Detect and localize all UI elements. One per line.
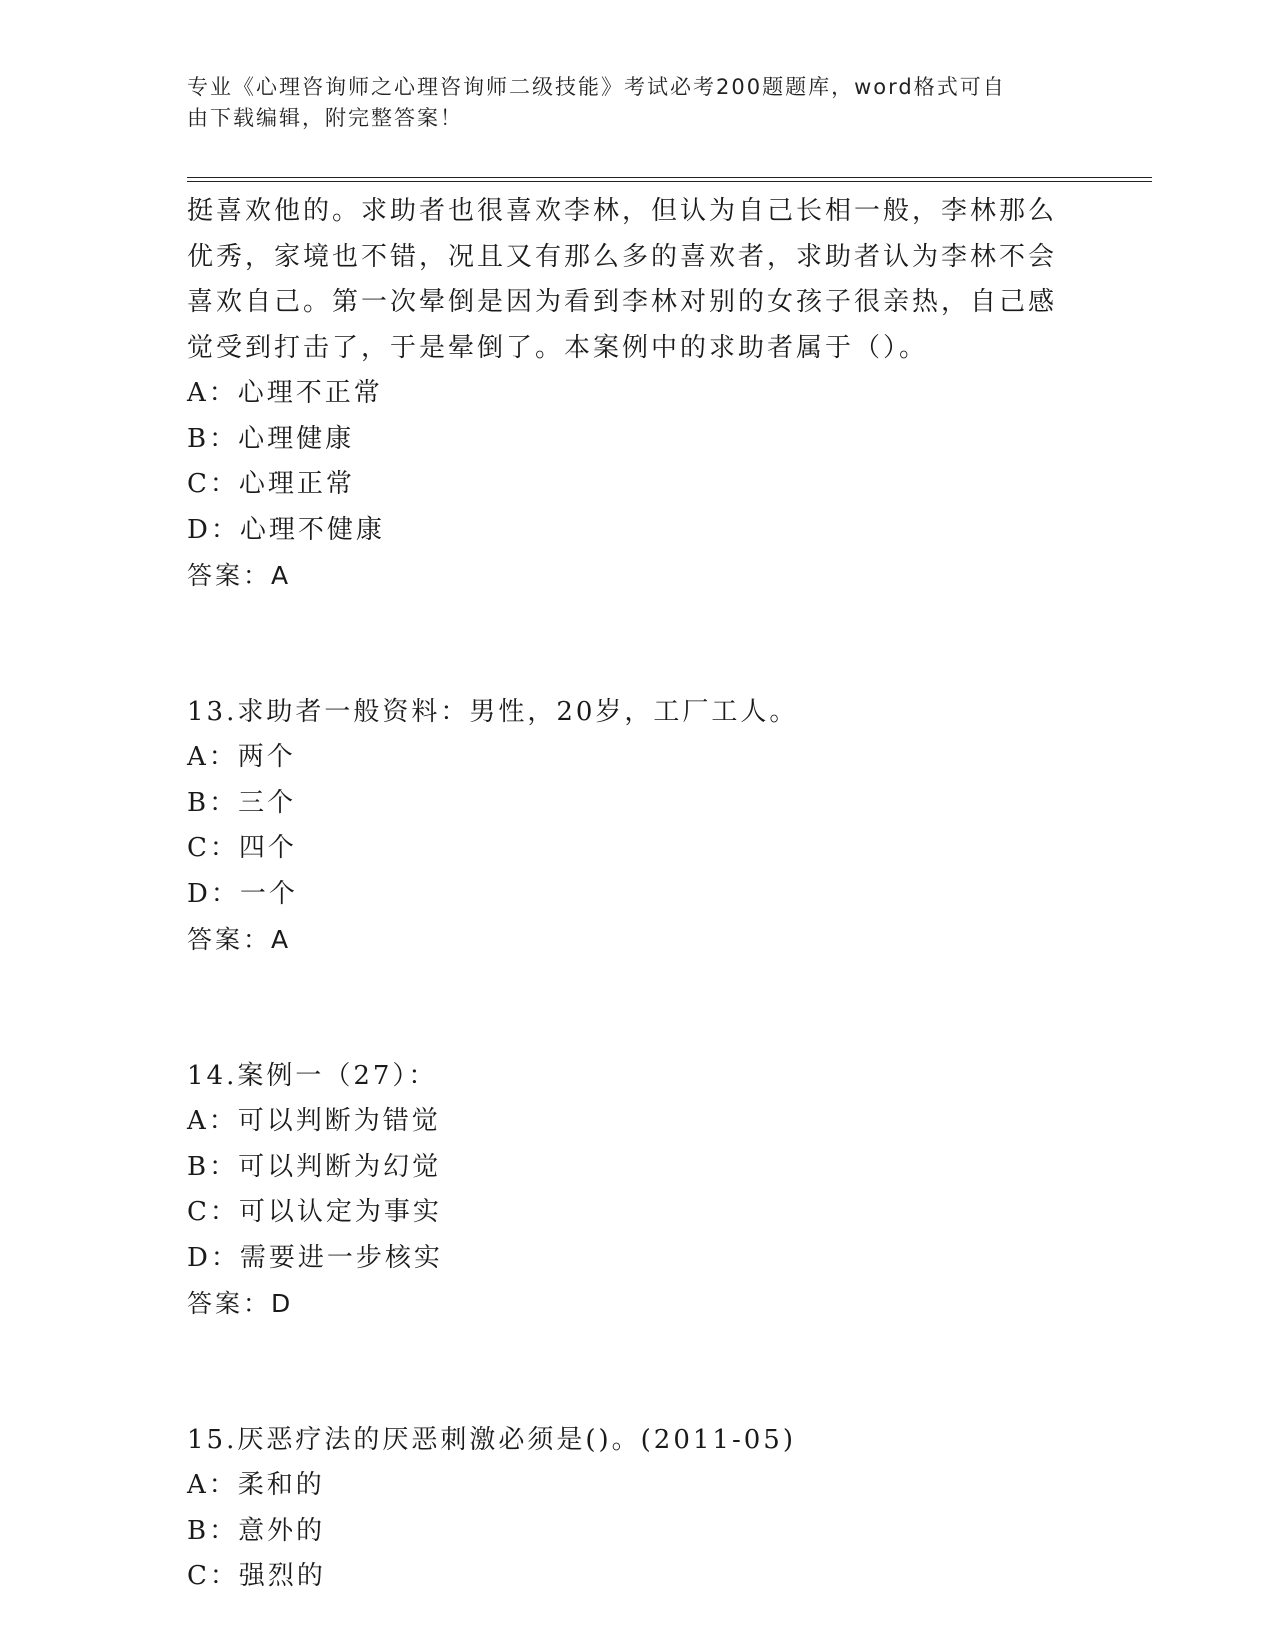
option-a: A：可以判断为错觉: [187, 1106, 441, 1136]
option-d: D：需要进一步核实: [187, 1242, 443, 1273]
header-divider-top: [187, 177, 1152, 178]
option-c: C：心理正常: [187, 469, 355, 499]
option-b: B：意外的: [187, 1515, 326, 1546]
document-body: [187, 189, 1067, 1600]
option-a: A：心理不正常: [187, 378, 383, 408]
answer: 答案：A: [187, 561, 292, 590]
answer: 答案：D: [187, 1289, 294, 1318]
question-text-line: 觉受到打击了，于是晕倒了。本案例中的求助者属于（）。: [187, 332, 929, 363]
question-13: [187, 690, 1067, 963]
option-b: B：可以判断为幻觉: [187, 1151, 442, 1182]
question-text: 13.求助者一般资料：男性，20岁，工厂工人。: [187, 696, 799, 727]
question-15: [187, 1418, 1067, 1600]
option-b: B：三个: [187, 787, 297, 818]
option-d: D：一个: [187, 878, 298, 909]
option-a: A：柔和的: [187, 1470, 325, 1500]
option-b: B：心理健康: [187, 423, 355, 454]
option-c: C：强烈的: [187, 1561, 326, 1591]
option-c: C：可以认定为事实: [187, 1197, 442, 1227]
option-c: C：四个: [187, 833, 297, 863]
option-a: A：两个: [187, 742, 296, 772]
question-text-line: 优秀，家境也不错，况且又有那么多的喜欢者，求助者认为李林不会: [187, 241, 1058, 272]
answer: 答案：A: [187, 925, 292, 954]
question-text-line: 挺喜欢他的。求助者也很喜欢李林，但认为自己长相一般，李林那么: [187, 196, 1058, 226]
question-text: 15.厌恶疗法的厌恶刺激必须是()。(2011-05): [187, 1424, 796, 1455]
option-d: D：心理不健康: [187, 514, 385, 545]
page-header: [187, 72, 1087, 134]
question-text-line: 喜欢自己。第一次晕倒是因为看到李林对别的女孩子很亲热，自己感: [187, 287, 1058, 317]
header-divider-bottom: [187, 181, 1152, 182]
question-text: 14.案例一（27）：: [187, 1060, 438, 1091]
question-14: [187, 1054, 1067, 1327]
question-continued: [187, 189, 1067, 599]
header-line-2: 由下载编辑，附完整答案！: [187, 106, 463, 130]
header-line-1: 专业《心理咨询师之心理咨询师二级技能》考试必考200题题库，word格式可自: [187, 75, 1006, 99]
